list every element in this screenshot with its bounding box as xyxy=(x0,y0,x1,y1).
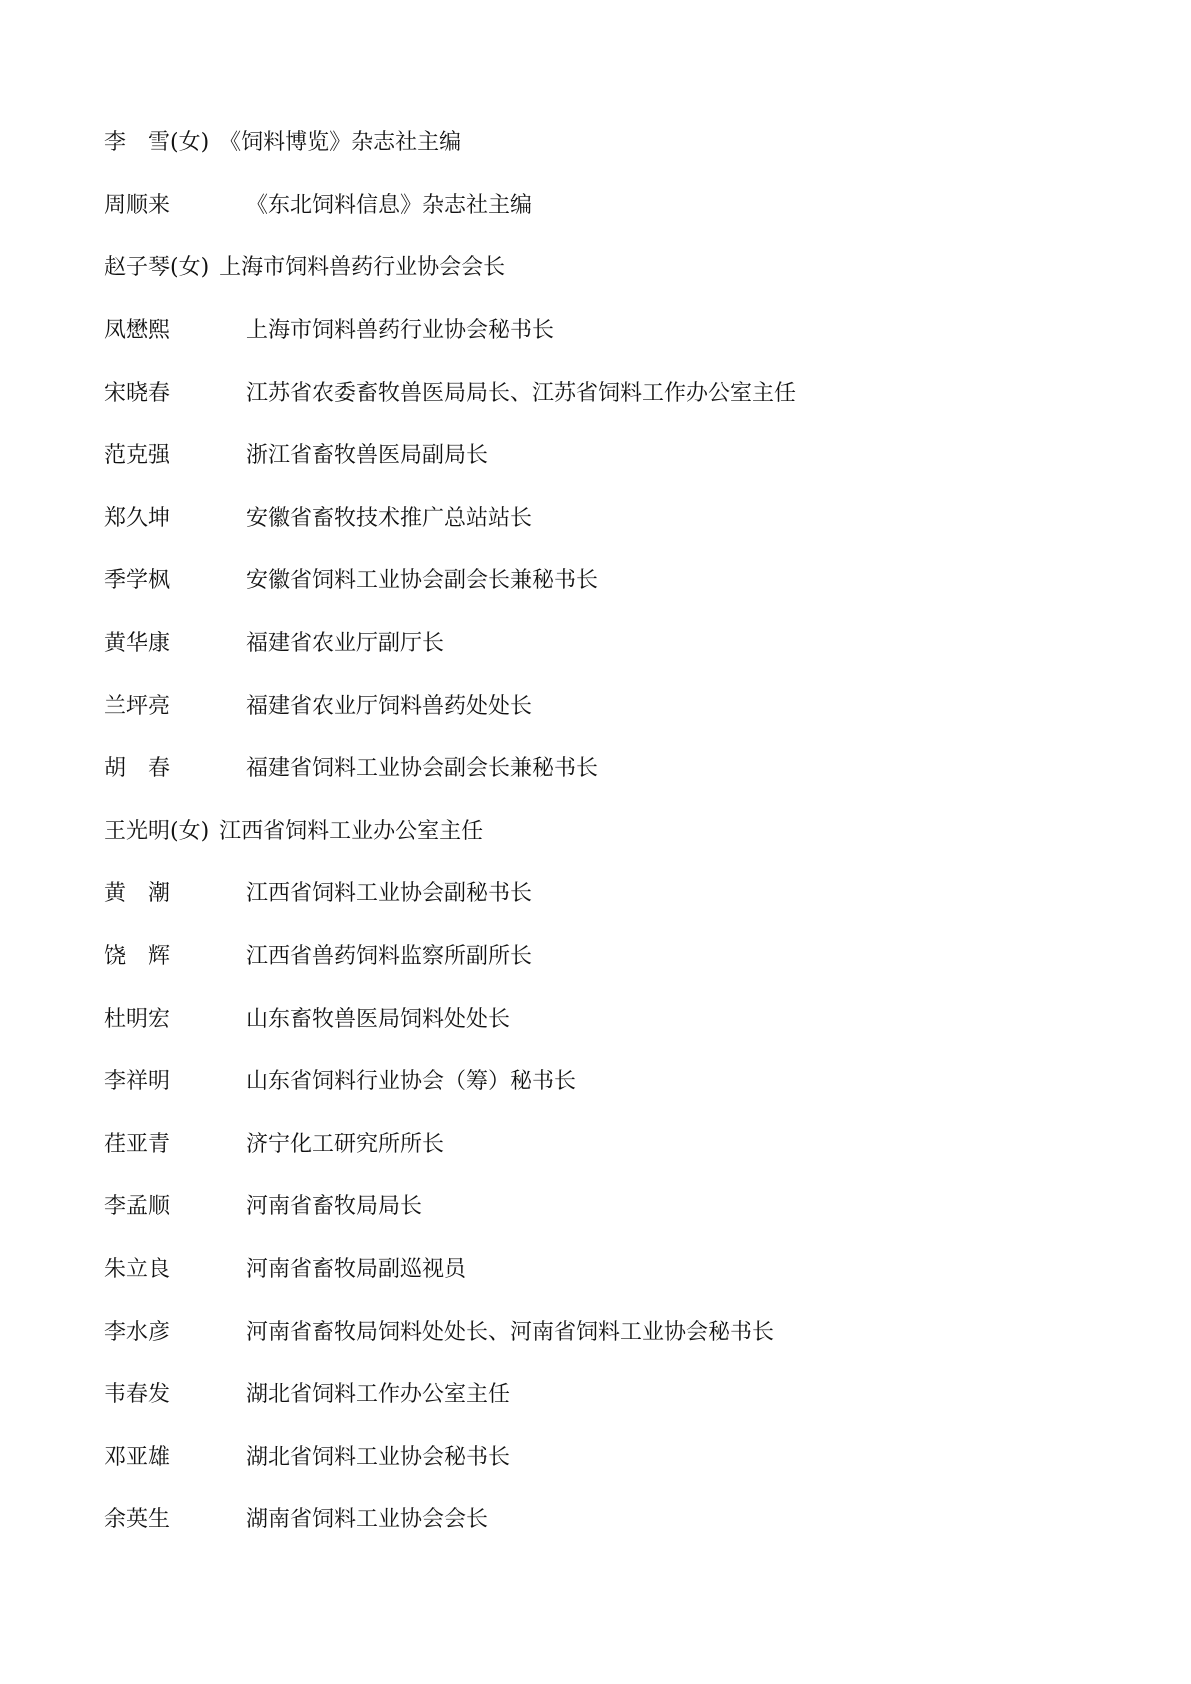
member-row xyxy=(104,1364,796,1427)
member-title: 江西省饲料工业协会副秘书长 xyxy=(246,881,533,907)
member-name: 黄 潮 xyxy=(104,881,171,907)
member-name: 郑久坤 xyxy=(104,505,171,531)
member-title: 《东北饲料信息》杂志社主编 xyxy=(246,192,533,218)
member-title: 山东畜牧兽医局饲料处处长 xyxy=(246,1006,511,1032)
member-title: 河南省畜牧局饲料处处长、河南省饲料工业协会秘书长 xyxy=(246,1319,775,1345)
member-title: 江西省兽药饲料监察所副所长 xyxy=(246,944,533,970)
member-row xyxy=(104,425,796,488)
member-row xyxy=(104,1426,796,1489)
member-title: 《饲料博览》杂志社主编 xyxy=(219,130,462,156)
member-row xyxy=(104,863,796,926)
member-name: 韦春发 xyxy=(104,1382,171,1408)
member-row xyxy=(104,112,796,175)
member-name: 宋晓春 xyxy=(104,380,171,406)
member-row xyxy=(104,237,796,300)
member-title: 江西省饲料工业办公室主任 xyxy=(219,818,484,844)
member-title: 福建省农业厅副厅长 xyxy=(246,631,445,657)
member-name: 杜明宏 xyxy=(104,1006,171,1032)
member-name: 黄华康 xyxy=(104,631,171,657)
member-name: 胡 春 xyxy=(104,756,171,782)
member-name: 李 雪(女) xyxy=(104,130,210,156)
member-name: 周顺来 xyxy=(104,192,171,218)
member-name: 赵子琴(女) xyxy=(104,255,210,281)
member-row xyxy=(104,988,796,1051)
member-row xyxy=(104,738,796,801)
member-row xyxy=(104,1301,796,1364)
member-name: 邓亚雄 xyxy=(104,1444,171,1470)
member-row xyxy=(104,1114,796,1177)
member-row xyxy=(104,1489,796,1552)
member-name: 李水彦 xyxy=(104,1319,171,1345)
member-row xyxy=(104,1051,796,1114)
member-title: 浙江省畜牧兽医局副局长 xyxy=(246,443,489,469)
member-list xyxy=(104,112,796,1552)
member-name: 李孟顺 xyxy=(104,1194,171,1220)
member-name: 兰坪亮 xyxy=(104,693,171,719)
member-title: 江苏省农委畜牧兽医局局长、江苏省饲料工作办公室主任 xyxy=(246,380,797,406)
member-name: 季学枫 xyxy=(104,568,171,594)
member-title: 河南省畜牧局局长 xyxy=(246,1194,423,1220)
member-name: 凤懋熙 xyxy=(104,318,171,344)
member-name: 李祥明 xyxy=(104,1069,171,1095)
member-row xyxy=(104,675,796,738)
member-row xyxy=(104,926,796,989)
member-title: 福建省农业厅饲料兽药处处长 xyxy=(246,693,533,719)
member-row xyxy=(104,362,796,425)
member-name: 余英生 xyxy=(104,1507,171,1533)
member-row xyxy=(104,613,796,676)
member-row xyxy=(104,801,796,864)
member-row xyxy=(104,550,796,613)
member-row xyxy=(104,175,796,238)
member-row xyxy=(104,300,796,363)
member-title: 安徽省饲料工业协会副会长兼秘书长 xyxy=(246,568,599,594)
member-title: 上海市饲料兽药行业协会秘书长 xyxy=(246,318,555,344)
member-title: 济宁化工研究所所长 xyxy=(246,1131,445,1157)
member-title: 湖北省饲料工作办公室主任 xyxy=(246,1382,511,1408)
member-row xyxy=(104,1176,796,1239)
member-name: 荏亚青 xyxy=(104,1131,171,1157)
member-row xyxy=(104,488,796,551)
member-title: 山东省饲料行业协会（筹）秘书长 xyxy=(246,1069,577,1095)
member-name: 范克强 xyxy=(104,443,171,469)
member-row xyxy=(104,1239,796,1302)
member-title: 上海市饲料兽药行业协会会长 xyxy=(219,255,506,281)
member-name: 饶 辉 xyxy=(104,944,171,970)
member-title: 湖南省饲料工业协会会长 xyxy=(246,1507,489,1533)
member-title: 河南省畜牧局副巡视员 xyxy=(246,1256,467,1282)
member-name: 朱立良 xyxy=(104,1256,171,1282)
member-title: 安徽省畜牧技术推广总站站长 xyxy=(246,505,533,531)
member-name: 王光明(女) xyxy=(104,818,210,844)
member-title: 福建省饲料工业协会副会长兼秘书长 xyxy=(246,756,599,782)
member-title: 湖北省饲料工业协会秘书长 xyxy=(246,1444,511,1470)
